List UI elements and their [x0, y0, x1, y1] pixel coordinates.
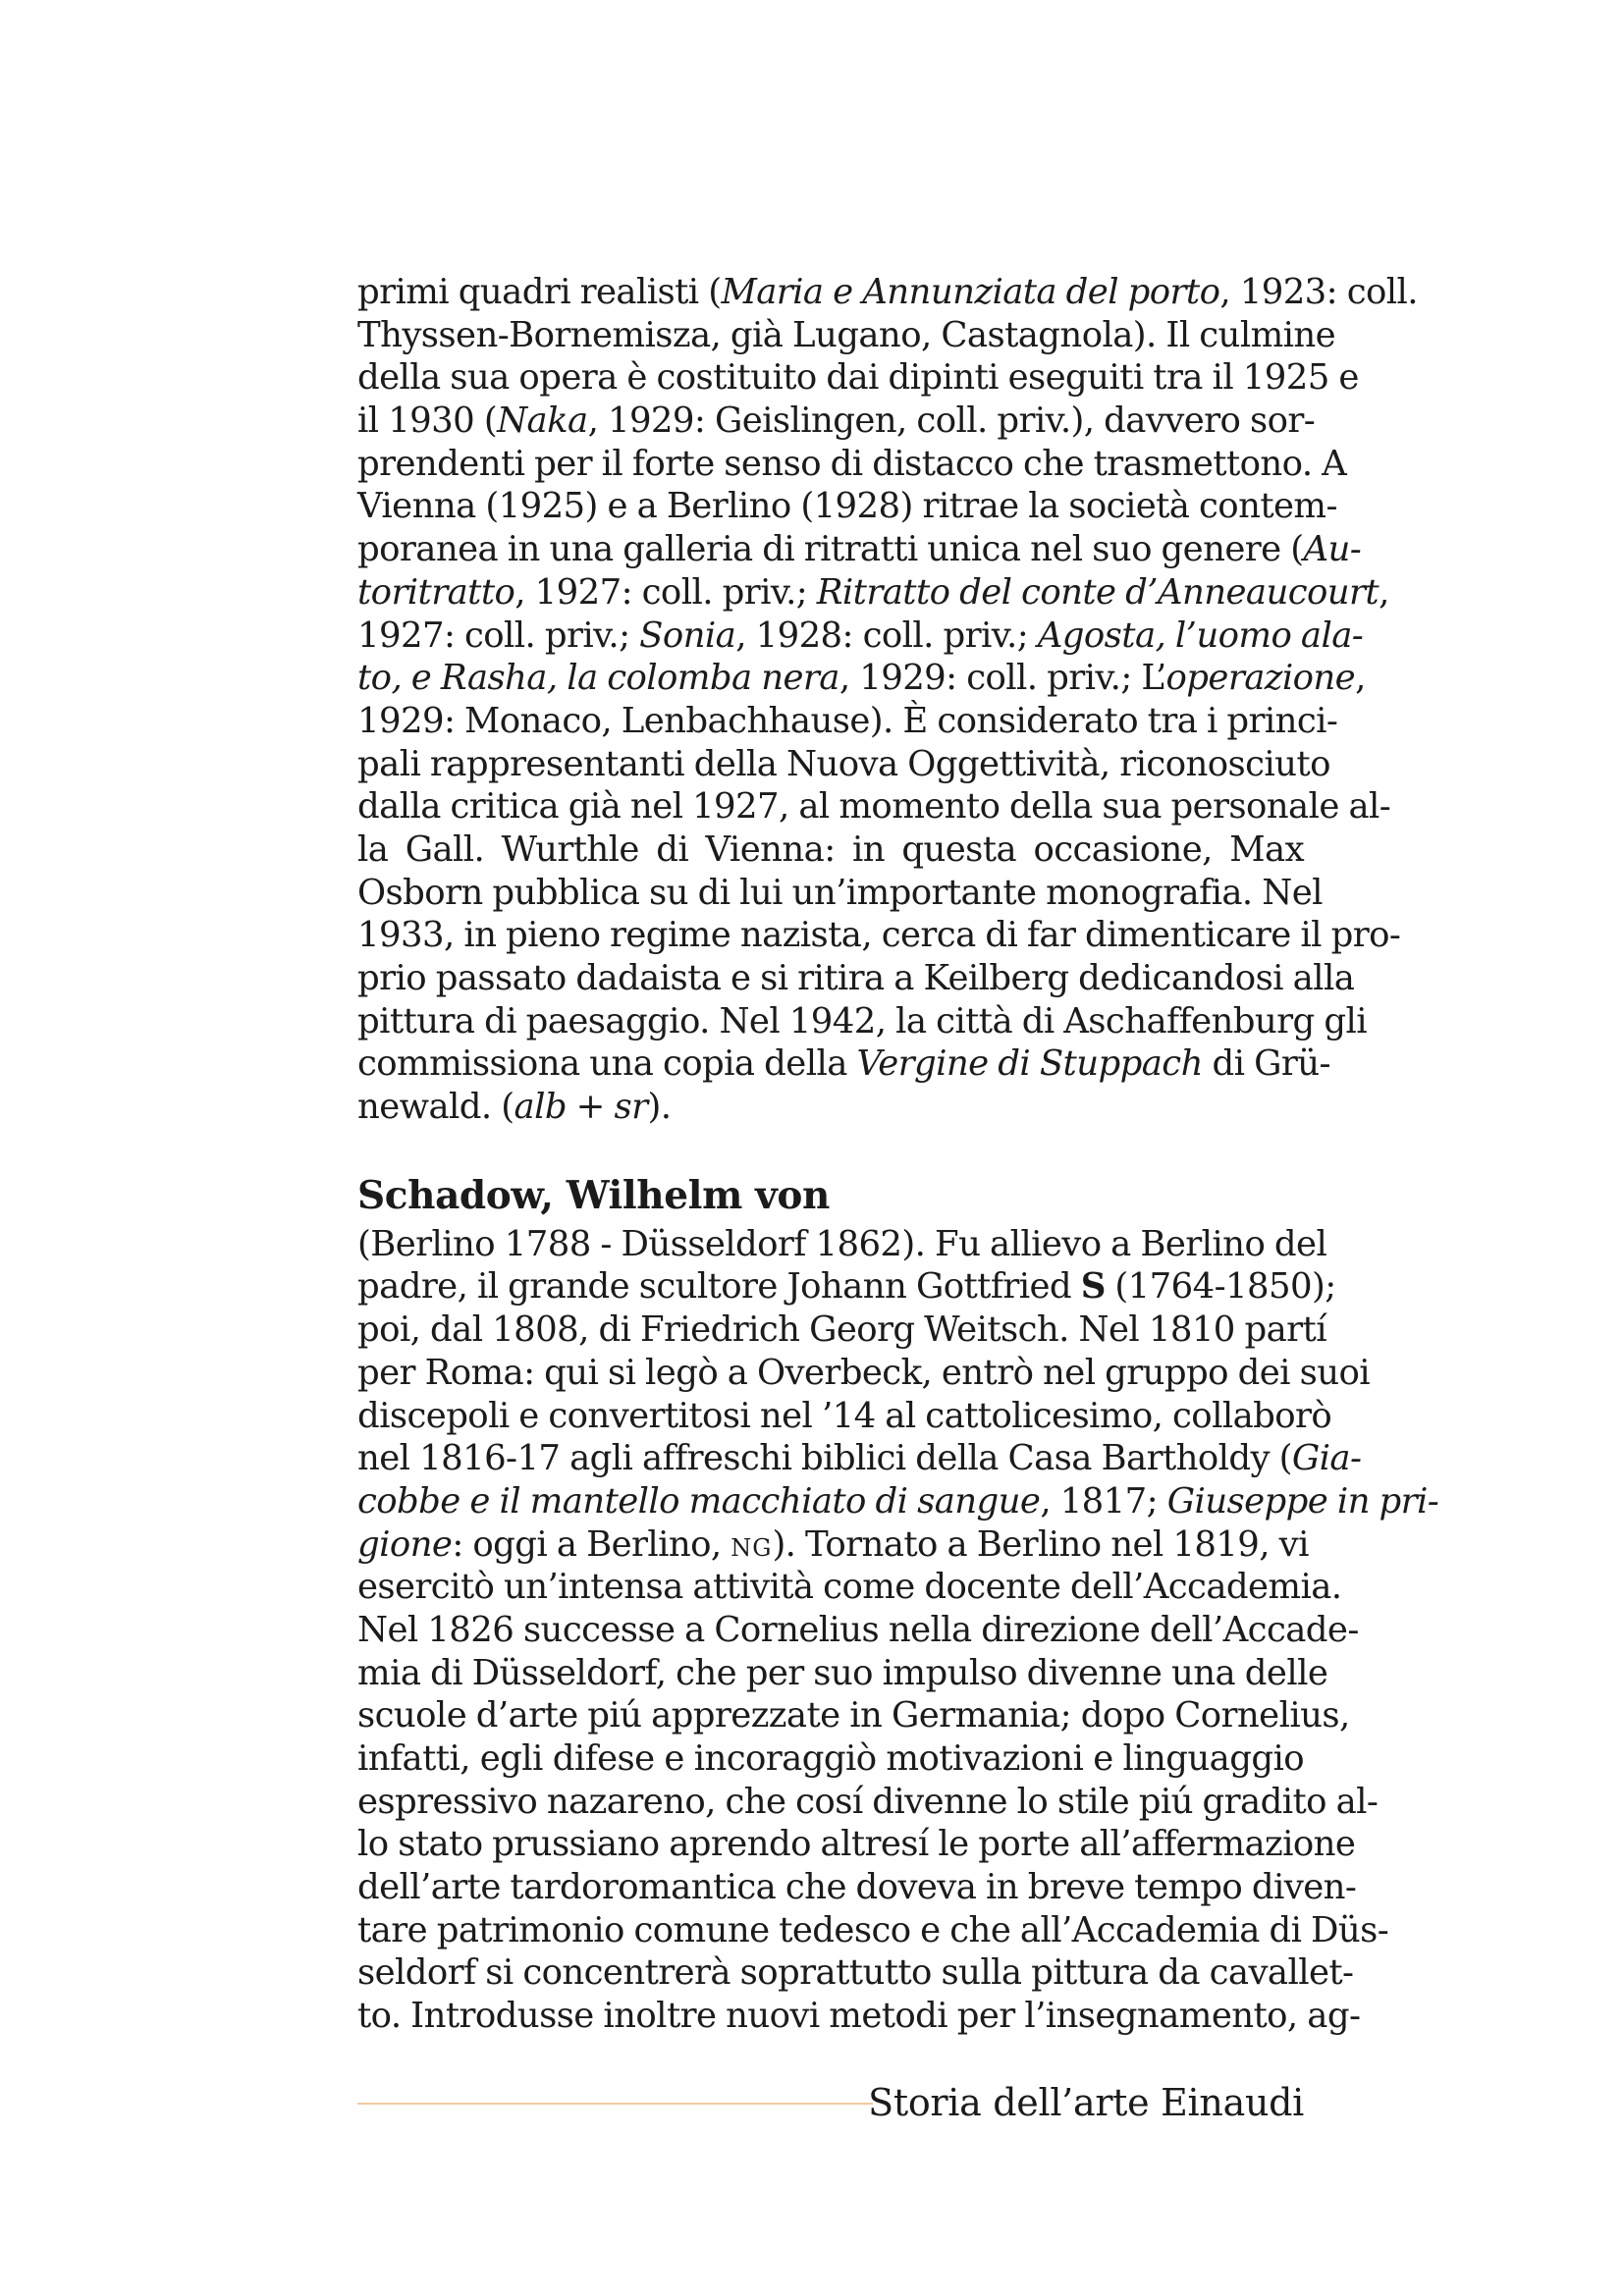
entry-heading: Schadow, Wilhelm von	[357, 1172, 830, 1218]
text-line: prio passato dadaista e si ritira a Keilberg dedicandosi alla	[357, 958, 1355, 998]
text-column	[357, 271, 1439, 2038]
artwork-title: Agosta, l’uomo ala-	[1037, 614, 1364, 656]
text-line: mia di Düsseldorf, che per suo impulso divenne una delle	[357, 1652, 1328, 1693]
artwork-title: cobbe e il mantello macchiato di sangue	[357, 1480, 1041, 1522]
text-line: seldorf si concentrerà soprattutto sulla pittura da cavallet-	[357, 1952, 1354, 1994]
text-line: prendenti per il forte senso di distacco che trasmettono. A	[357, 443, 1347, 484]
text-line: per Roma: qui si legò a Overbeck, entrò nel gruppo dei suoi	[357, 1352, 1370, 1393]
paragraph-continuation	[357, 271, 1418, 1129]
text-line: gione: oggi a Berlino, NG). Tornato a Berlino nel 1819, vi	[357, 1523, 1309, 1565]
text-line: il 1930 (Naka, 1929: Geislingen, coll. priv.), davvero sor-	[357, 400, 1316, 442]
entry-body	[357, 1223, 1439, 2038]
artwork-title: Maria e Annunziata del porto	[721, 272, 1220, 312]
artwork-title: operazione	[1165, 658, 1356, 699]
artwork-title: gione	[357, 1523, 453, 1565]
text-line: Vienna (1925) e a Berlino (1928) ritrae la società contem-	[357, 486, 1337, 527]
footer-rule	[357, 2103, 873, 2105]
text-line: 1933, in pieno regime nazista, cerca di far dimenticare il pro-	[357, 915, 1401, 956]
entry-abbreviation: S	[1080, 1266, 1106, 1308]
footer-title: Storia dell’arte Einaudi	[868, 2081, 1304, 2124]
artwork-title: Gia-	[1291, 1438, 1362, 1479]
text-line: (Berlino 1788 - Düsseldorf 1862). Fu allievo a Berlino del	[357, 1223, 1327, 1264]
text-line: 1927: coll. priv.; Sonia, 1928: coll. priv.; Agosta, l’uomo ala-	[357, 614, 1364, 656]
text-line: newald. (alb + sr).	[357, 1087, 672, 1128]
artwork-title: Ritratto del conte d’Anneaucourt	[816, 571, 1380, 613]
text-line: infatti, egli difese e incoraggiò motivazioni e linguaggio	[357, 1738, 1304, 1779]
text-line: Thyssen-Bornemisza, già Lugano, Castagnola). Il culmine	[357, 314, 1336, 355]
artwork-title: toritratto	[357, 571, 515, 613]
text-line: dalla critica già nel 1927, al momento della sua personale al-	[357, 786, 1391, 828]
text-line: to. Introdusse inoltre nuovi metodi per l’insegnamento, ag-	[357, 1996, 1361, 2037]
artwork-title: Giuseppe in pri-	[1166, 1480, 1439, 1522]
author-initials: alb + sr	[514, 1087, 648, 1128]
artwork-title: Sonia	[639, 614, 736, 656]
text-line: Osborn pubblica su di lui un’importante monografia. Nel	[357, 872, 1323, 913]
text-line: cobbe e il mantello macchiato di sangue, 1817; Giuseppe in pri-	[357, 1480, 1439, 1522]
page-footer	[357, 2078, 1304, 2127]
text-line: Nel 1826 successe a Cornelius nella direzione dell’Accade-	[357, 1609, 1359, 1650]
text-line: primi quadri realisti (Maria e Annunziata del porto, 1923: coll.	[357, 272, 1418, 312]
text-line: della sua opera è costituito dai dipinti eseguiti tra il 1925 e	[357, 357, 1359, 399]
text-line: dell’arte tardoromantica che doveva in breve tempo diven-	[357, 1867, 1357, 1908]
text-line: tare patrimonio comune tedesco e che all’Accademia di Düs-	[357, 1909, 1389, 1950]
text-line: lo stato prussiano aprendo altresí le porte all’affermazione	[357, 1824, 1356, 1865]
text-line: la Gall. Wurthle di Vienna: in questa occasione, Max	[357, 828, 1304, 870]
text-line: nel 1816-17 agli affreschi biblici della Casa Bartholdy (Gia-	[357, 1438, 1362, 1479]
text-line: poranea in una galleria di ritratti unica nel suo genere (Au-	[357, 529, 1362, 570]
museum-abbreviation: NG	[730, 1533, 773, 1562]
text-line: espressivo nazareno, che cosí divenne lo stile piú gradito al-	[357, 1781, 1379, 1822]
text-line: discepoli e convertitosi nel ’14 al cattolicesimo, collaborò	[357, 1395, 1332, 1436]
text-line: padre, il grande scultore Johann Gottfried S (1764-1850);	[357, 1266, 1336, 1308]
text-line: to, e Rasha, la colomba nera, 1929: coll. priv.; L’operazione,	[357, 658, 1366, 699]
artwork-title: Au-	[1303, 529, 1362, 570]
text-line: pittura di paesaggio. Nel 1942, la città di Aschaffenburg gli	[357, 1000, 1367, 1041]
artwork-title: Naka	[497, 400, 588, 442]
text-line: esercitò un’intensa attività come docente dell’Accademia.	[357, 1567, 1342, 1608]
artwork-title: Vergine di Stuppach	[856, 1043, 1203, 1085]
artwork-title: to, e Rasha, la colomba nera	[357, 658, 839, 699]
text-line: commissiona una copia della Vergine di Stuppach di Grü-	[357, 1043, 1330, 1085]
text-line: scuole d’arte piú apprezzate in Germania; dopo Cornelius,	[357, 1695, 1350, 1736]
text-line: pali rappresentanti della Nuova Oggettività, riconosciuto	[357, 743, 1330, 784]
text-line: toritratto, 1927: coll. priv.; Ritratto del conte d’Anneaucourt,	[357, 571, 1389, 613]
text-line: 1929: Monaco, Lenbachhause). È considerato tra i princi-	[357, 700, 1338, 741]
text-line: poi, dal 1808, di Friedrich Georg Weitsch. Nel 1810 partí	[357, 1309, 1326, 1351]
